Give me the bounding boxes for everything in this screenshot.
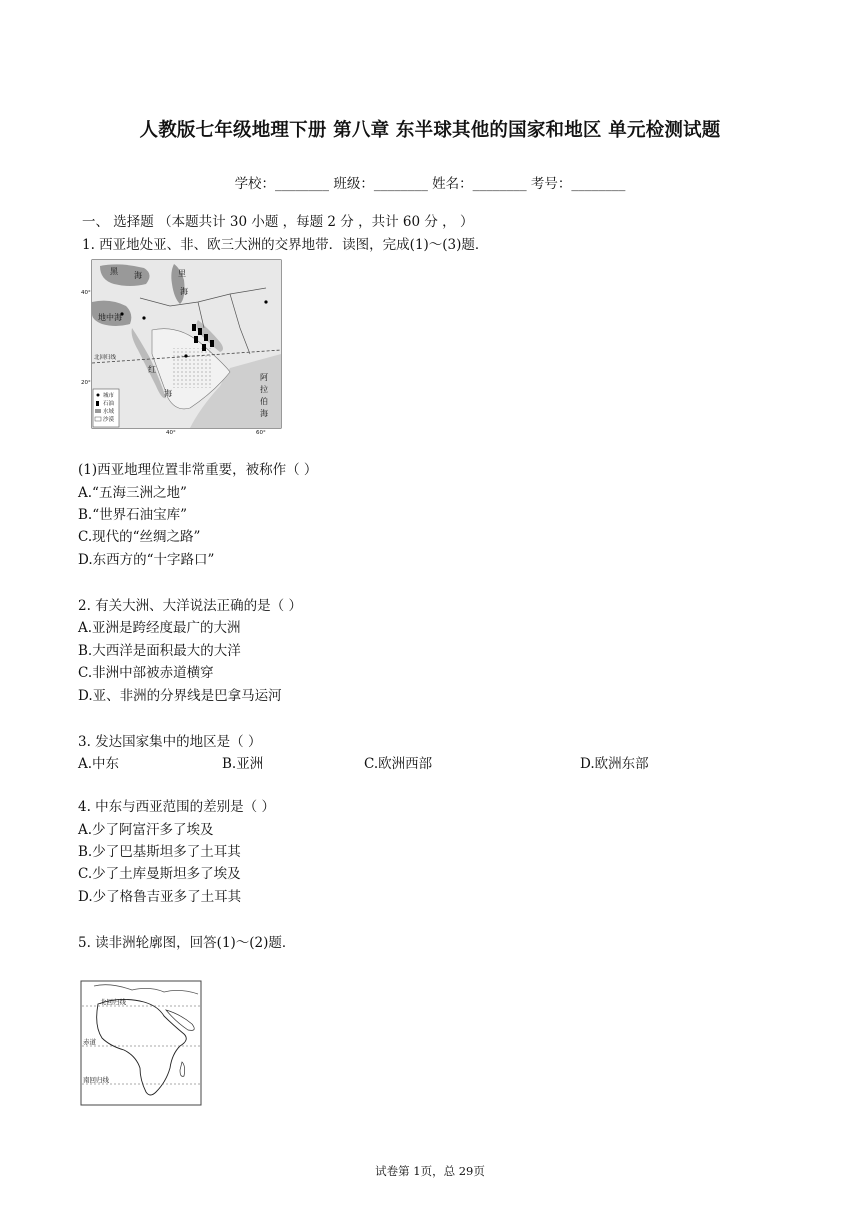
q2-option-b: B.大西洋是面积最大的大洋 — [78, 643, 241, 659]
question-1-sub1: (1)西亚地理位置非常重要，被称作（ ） — [78, 462, 318, 478]
map-label-caspian-2: 海 — [180, 287, 188, 296]
legend-city: 城市 — [103, 393, 115, 399]
question-5-stem: 5. 读非洲轮廓图，回答(1)～(2)题． — [78, 935, 296, 951]
map-label-arabian-sea-1: 阿 — [260, 373, 268, 382]
section-heading: 一、 选择题 （本题共计 30 小题 ，每题 2 分 ，共计 60 分 ， ） — [82, 214, 474, 230]
q4-option-c: C.少了土库曼斯坦多了埃及 — [78, 866, 241, 882]
map-label-arabian-sea-2: 拉 — [260, 385, 268, 394]
question-3-stem: 3. 发达国家集中的地区是（ ） — [78, 734, 262, 750]
q2-option-a: A.亚洲是跨经度最广的大洲 — [78, 620, 241, 636]
africa-label-tropic-capricorn: 南回归线 — [83, 1076, 109, 1084]
q4-option-d: D.少了格鲁吉亚多了土耳其 — [78, 889, 242, 905]
map-label-black-sea-1: 黑 — [110, 267, 118, 276]
map-label-lat40: 40° — [81, 290, 91, 296]
map-label-red-sea-2: 海 — [164, 389, 172, 398]
page-footer: 试卷第 1页，总 29页 — [375, 1164, 485, 1178]
map-label-arabian-sea-4: 海 — [260, 409, 268, 418]
map-label-lon40: 40° — [166, 430, 176, 436]
africa-label-tropic-cancer: 北回归线 — [100, 998, 126, 1006]
question-2-stem: 2. 有关大洲、大洋说法正确的是（ ） — [78, 598, 302, 614]
map-label-mediterranean: 地中海 — [98, 313, 122, 322]
q4-option-b: B.少了巴基斯坦多了土耳其 — [78, 844, 241, 860]
map-label-tropic: 北回归线 — [94, 355, 117, 361]
q1-option-c: C.现代的“丝绸之路” — [78, 529, 201, 545]
west-asia-map — [80, 258, 284, 436]
page-title: 人教版七年级地理下册 第八章 东半球其他的国家和地区 单元检测试题 — [139, 120, 721, 141]
legend-water: 水域 — [103, 409, 115, 415]
question-1-stem: 1. 西亚地处亚、非、欧三大洲的交界地带．读图，完成(1)～(3)题． — [82, 237, 489, 253]
q2-option-d: D.亚、非洲的分界线是巴拿马运河 — [78, 688, 282, 704]
map-label-lat20: 20° — [81, 380, 91, 386]
q1-option-a: A.“五海三洲之地” — [78, 485, 187, 501]
q2-option-c: C.非洲中部被赤道横穿 — [78, 665, 214, 681]
legend-oil: 石油 — [103, 401, 115, 407]
q1-option-b: B.“世界石油宝库” — [78, 507, 188, 523]
map-label-red-sea-1: 红 — [148, 365, 156, 374]
q3-option-c: C.欧洲西部 — [364, 756, 433, 772]
africa-label-equator: 赤道 — [83, 1038, 96, 1046]
q3-option-d: D.欧洲东部 — [580, 756, 649, 772]
map-label-lon60: 60° — [256, 430, 266, 436]
map-label-arabian-sea-3: 伯 — [260, 397, 268, 406]
africa-outline-map — [80, 980, 204, 1108]
q3-option-a: A.中东 — [78, 756, 120, 772]
q4-option-a: A.少了阿富汗多了埃及 — [78, 822, 214, 838]
map-label-black-sea-2: 海 — [134, 271, 142, 280]
map-label-caspian-1: 里 — [178, 269, 186, 278]
question-4-stem: 4. 中东与西亚范围的差别是（ ） — [78, 799, 275, 815]
legend-desert: 沙漠 — [103, 417, 115, 423]
q1-option-d: D.东西方的“十字路口” — [78, 552, 215, 568]
q3-option-b: B.亚洲 — [222, 756, 264, 772]
student-info-line: 学校：________ 班级：________ 姓名：________ 考号：________ — [234, 176, 626, 192]
